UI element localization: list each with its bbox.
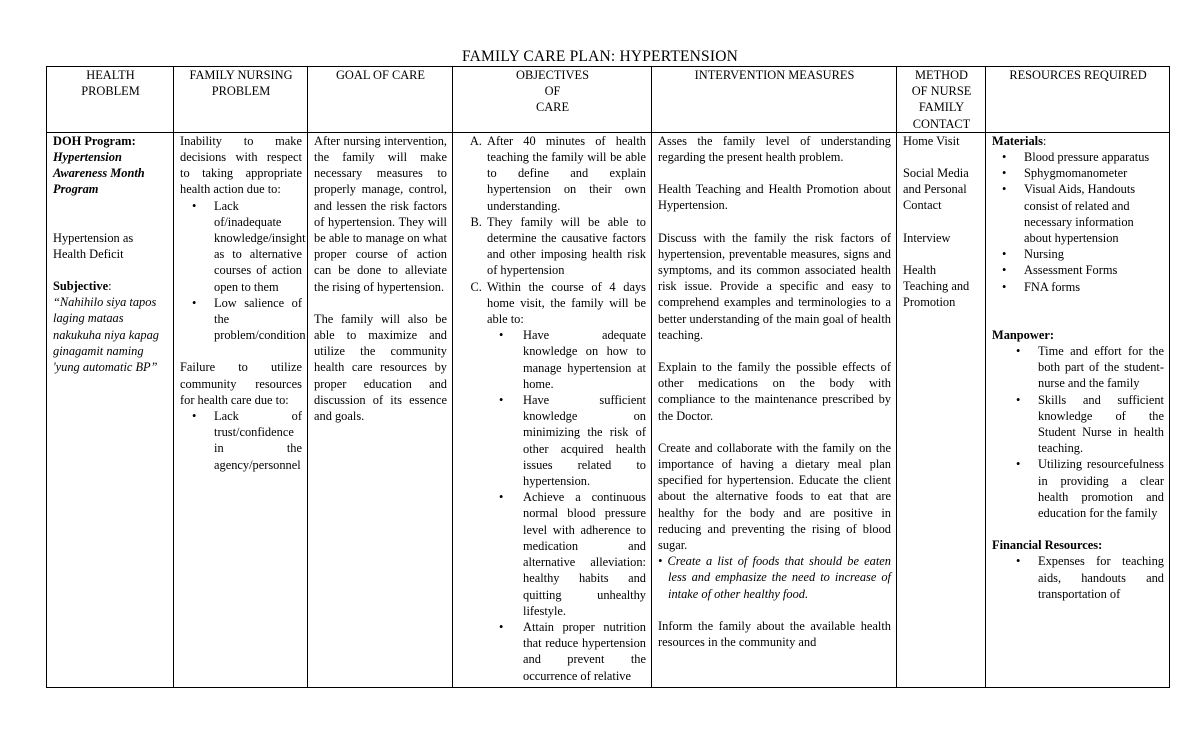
intervention-text: Inform the family about the available health resources in the community and — [658, 618, 891, 650]
header-line: PROBLEM — [81, 84, 140, 99]
header-line: FAMILY NURSING — [189, 68, 293, 82]
objective-item: A. After 40 minutes of health teaching the family will be able to define and explain hypertension on their own understanding. — [485, 133, 646, 214]
financial-label: Financial Resources: — [992, 538, 1103, 553]
cell-method — [897, 132, 986, 687]
list-item: • Have adequate knowledge on how to manage hypertension at home. — [521, 327, 646, 392]
cell-intervention — [652, 132, 897, 687]
header-line: CONTACT — [912, 116, 971, 131]
cell-goal-of-care — [308, 132, 453, 687]
list-item: • Lack of/inadequate knowledge/insight as to alternative courses of action open to them — [214, 198, 302, 295]
header-line: OF NURSE — [911, 84, 972, 99]
cell-health-problem — [47, 132, 174, 687]
nursing-problem-text: Inability to make decisions with respect to taking appropriate health action due to: — [180, 133, 302, 197]
list-item: • Have sufficient knowledge on minimizing the risk of other acquired health issues related to hypertension. — [521, 392, 646, 489]
materials-colon: : — [1042, 133, 1047, 148]
header-method — [897, 67, 986, 133]
header-family-nursing-problem — [174, 67, 308, 133]
header-line: FAMILY — [918, 100, 965, 115]
subjective-label: Subjective — [53, 279, 109, 294]
objective-item — [485, 279, 646, 684]
list-item: • Achieve a continuous normal blood pressure level with adherence to medication and alternative alleviation: healthy habits and quitting unhealthy lifestyle. — [521, 489, 646, 619]
header-goal-of-care: GOAL OF CARE — [308, 67, 453, 133]
header-line: HEALTH — [86, 68, 135, 82]
header-health-problem — [47, 67, 174, 133]
page-title: FAMILY CARE PLAN: HYPERTENSION — [461, 48, 739, 65]
intervention-text: Discuss with the family the risk factors of hypertension, preventable measures, signs and symptoms, and its common associated health risk issue. Provide a specific and easy to comprehend examples and terminologies to a better understanding of the main goal of health teaching. — [658, 230, 891, 342]
subjective-quote: “Nahihilo siya tapos laging mataas nakukuha niya kapag ginagamit naming 'yung automatic BP” — [53, 295, 159, 375]
program-label: DOH Program: — [53, 133, 136, 148]
header-line: OBJECTIVES — [516, 68, 589, 82]
goal-text: The family will also be able to maximize and utilize the community health care resources by proper education and discussion of its essence and goals. — [314, 311, 447, 424]
intervention-text: Health Teaching and Health Promotion about Hypertension. — [658, 182, 891, 213]
objective-item: B. They family will be able to determine the causative factors and other imposing health risk of hypertension — [485, 214, 646, 279]
nursing-problem-text: Failure to utilize community resources for health care due to: — [180, 360, 302, 407]
header-row — [47, 67, 1170, 133]
cell-family-nursing-problem — [174, 132, 308, 687]
method-item: Health Teaching and Promotion — [903, 262, 970, 310]
cell-objectives — [453, 132, 652, 687]
cell-resources — [986, 132, 1170, 687]
materials-label: Materials — [992, 133, 1043, 148]
method-item: Home Visit — [903, 133, 960, 148]
list-item: • Low salience of the problem/condition — [214, 295, 302, 344]
list-item: • Attain proper nutrition that reduce hypertension and prevent the occurrence of relative — [521, 619, 646, 684]
intervention-note: • Create a list of foods that should be eaten less and emphasize the need to increase of intake of other healthy food. — [658, 554, 891, 601]
header-resources: RESOURCES REQUIRED — [986, 67, 1170, 133]
list-item: • Visual Aids, Handouts consist of related and necessary information about hypertension — [1024, 181, 1164, 246]
intervention-text: Asses the family level of understanding regarding the present health problem. — [658, 133, 891, 165]
subjective-colon: : — [108, 279, 112, 294]
list-item: • Assessment Forms — [1024, 262, 1164, 278]
intervention-text: Create and collaborate with the family on the importance of having a dietary meal plan specified for hypertension. Educate the client about the alternative foods to eat that are healthy for the body and are positive in reducing and preventing the rising of blood sugar. — [658, 440, 891, 553]
list-item: • Blood pressure apparatus — [1024, 149, 1164, 165]
list-item: • FNA forms — [1024, 279, 1164, 295]
header-objectives — [453, 67, 652, 133]
list-item: • Lack of trust/confidence in the agency/personnel — [214, 408, 302, 473]
list-item: • Time and effort for the both part of the student-nurse and the family — [1038, 343, 1164, 392]
list-item: • Sphygmomanometer — [1024, 165, 1164, 181]
method-item: Social Media and Personal Contact — [903, 166, 969, 213]
list-item: • Expenses for teaching aids, handouts and transportation of — [1038, 553, 1164, 602]
intervention-text: Explain to the family the possible effects of other medications on the body with compliance to the maintenance prescribed by the Doctor. — [658, 360, 891, 423]
goal-text: After nursing intervention, the family will make necessary measures to properly manage, control, and lessen the risk factors of hypertension. They will be able to manage on what proper course of action can be done to alleviate the rising of hypertension. — [314, 133, 447, 294]
header-line: METHOD — [915, 68, 968, 82]
list-item: • Nursing — [1024, 246, 1164, 262]
header-line: CARE — [535, 100, 570, 115]
program-name: Hypertension Awareness Month Program — [53, 150, 145, 197]
list-item: • Utilizing resourcefulness in providing a clear health promotion and education for the family — [1038, 456, 1164, 521]
care-plan-table — [46, 66, 1170, 688]
header-line: PROBLEM — [211, 84, 271, 99]
health-deficit: Hypertension as Health Deficit — [53, 230, 134, 261]
header-line: OF — [544, 84, 561, 99]
objective-text: Within the course of 4 days home visit, the family will be able to: — [487, 279, 646, 327]
header-intervention: INTERVENTION MEASURES — [652, 67, 897, 133]
content-row — [47, 132, 1170, 687]
list-item: • Skills and sufficient knowledge of the Student Nurse in health teaching. — [1038, 392, 1164, 457]
manpower-label: Manpower: — [992, 327, 1054, 342]
method-item: Interview — [903, 230, 951, 245]
